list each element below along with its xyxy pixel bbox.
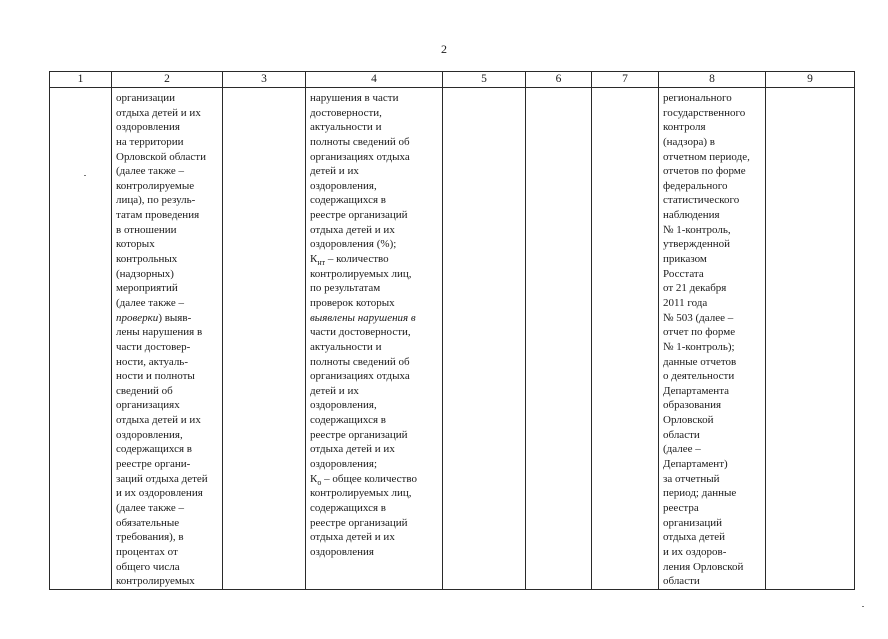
text-line: отдыха детей и их <box>310 531 395 544</box>
text-line: отдыха детей и их <box>116 106 201 119</box>
cell-col-2 <box>112 88 223 590</box>
text-line: мероприятий <box>116 282 178 295</box>
text-line: содержащихся в <box>310 414 386 427</box>
text-line: 2011 года <box>663 296 708 309</box>
column-header-9: 9 <box>766 72 855 88</box>
text-line: области <box>663 575 700 588</box>
text-line: реестра <box>663 501 699 514</box>
text-line: период; данные <box>663 487 737 500</box>
text-line: наблюдения <box>663 209 720 222</box>
text-line: федерального <box>663 179 728 192</box>
text-line: отдыха детей и их <box>310 223 395 236</box>
text-line: отчет по форме <box>663 326 736 339</box>
text-line: данные отчетов <box>663 355 737 368</box>
text-line-italic: выявлены нарушения в <box>310 311 416 324</box>
text-line: актуальности и <box>310 121 382 134</box>
column-header-8: 8 <box>659 72 766 88</box>
text-line: татам проведения <box>116 209 200 222</box>
text-line: оздоровления, <box>116 428 183 441</box>
text-line: по результатам <box>310 282 381 295</box>
column-header-5: 5 <box>443 72 526 88</box>
text-line: отчетов по форме <box>663 165 746 178</box>
column-header-1: 1 <box>50 72 112 88</box>
text-line: области <box>663 428 700 441</box>
page-number: 2 <box>441 42 447 56</box>
text-line: (далее также – <box>116 296 184 309</box>
text-line: (далее также – <box>116 165 184 178</box>
text-line: сведений об <box>116 384 173 397</box>
text-line: детей и их <box>310 384 359 397</box>
text-line: организациях отдыха <box>310 370 410 383</box>
text-line: (надзора) в <box>663 135 715 148</box>
text-line: (далее также – <box>116 501 184 514</box>
text-line: организациях отдыха <box>310 150 410 163</box>
variable-definition: – общее количество <box>321 472 417 485</box>
text-line: № 503 (далее – <box>663 311 734 324</box>
text-line: ности, актуаль- <box>116 355 188 368</box>
text-line: полноты сведений об <box>310 355 410 368</box>
text-line: реестре органи- <box>116 458 191 471</box>
text-line: Департамент) <box>663 458 728 471</box>
text-line: части достоверности, <box>310 326 411 339</box>
indicator-name-text <box>112 88 222 589</box>
text-line: организации <box>116 92 176 104</box>
text-line: № 1-контроль, <box>663 223 731 236</box>
cell-col-6 <box>526 88 592 590</box>
text-line: содержащихся в <box>310 501 386 514</box>
text-line: отдыха детей и их <box>310 443 395 456</box>
text-line: контролируемых <box>116 575 195 588</box>
variable-subscript: нт <box>317 258 326 268</box>
text-line: о деятельности <box>663 370 735 383</box>
cell-col-5 <box>443 88 526 590</box>
column-header-6: 6 <box>526 72 592 88</box>
text-line: требования), в <box>116 531 184 544</box>
header-row <box>50 72 855 88</box>
text-line: утвержденной <box>663 238 731 251</box>
text-line: оздоровления; <box>310 458 378 471</box>
text-line: заций отдыха детей <box>116 472 208 485</box>
text-line: оздоровления <box>310 545 374 558</box>
text-line: контролируемых лиц, <box>310 487 412 500</box>
italic-term: проверки <box>116 311 159 324</box>
column-header-4: 4 <box>306 72 443 88</box>
variable-symbol: К <box>310 472 318 485</box>
text-line: детей и их <box>310 165 359 178</box>
text-line: № 1-контроль); <box>663 340 735 353</box>
table-row <box>50 88 855 590</box>
text-line: обязательные <box>116 516 180 529</box>
column-header-3: 3 <box>223 72 306 88</box>
column-header-7: 7 <box>592 72 659 88</box>
text-line: оздоровления (%); <box>310 238 397 251</box>
text-line: части достовер- <box>116 340 191 353</box>
text-line: государственного <box>663 106 746 119</box>
text-line: достоверности, <box>310 106 382 119</box>
text-line: и их оздоров- <box>663 545 727 558</box>
text-line: отчетном периоде, <box>663 150 750 163</box>
text-line: содержащихся в <box>310 194 386 207</box>
variable-definition: – количество <box>325 253 389 266</box>
text-line: отдыха детей и их <box>116 414 201 427</box>
text-line: проверки) выяв- <box>116 311 192 324</box>
text-line: Орловской <box>663 414 714 427</box>
text-line: оздоровления, <box>310 179 377 192</box>
cell-col-4 <box>306 88 443 590</box>
text-line: которых <box>116 238 155 251</box>
cell-col-7 <box>592 88 659 590</box>
text-line: реестре организаций <box>310 209 408 222</box>
text-line: лены нарушения в <box>116 326 203 339</box>
text-line: (надзорных) <box>116 267 174 280</box>
cell-col-8 <box>659 88 766 590</box>
text-line: и их оздоровления <box>116 487 203 500</box>
indicator-table <box>49 71 855 590</box>
text-line: отдыха детей <box>663 531 726 544</box>
variable-symbol: К <box>310 253 318 266</box>
text-line: от 21 декабря <box>663 282 727 295</box>
data-source-text <box>659 88 765 589</box>
text-line: проверок которых <box>310 296 395 309</box>
text-line: образования <box>663 399 722 412</box>
text-line: статистического <box>663 194 740 207</box>
text-line: ности и полноты <box>116 370 195 383</box>
text-line: реестре организаций <box>310 428 408 441</box>
text-line: контроля <box>663 121 706 134</box>
scan-speck <box>84 175 86 176</box>
text-line: Росстата <box>663 267 704 280</box>
formula-variable-kit <box>310 252 440 267</box>
text-line: лица), по резуль- <box>116 194 196 207</box>
cell-col-1 <box>50 88 112 590</box>
text-line: контрольных <box>116 253 178 266</box>
text-line: приказом <box>663 253 707 266</box>
text-line: процентах от <box>116 545 178 558</box>
text-line: Департамента <box>663 384 730 397</box>
variable-subscript: о <box>317 477 322 487</box>
text-line: Орловской области <box>116 150 206 163</box>
text-line: организациях <box>116 399 180 412</box>
text-line: в отношении <box>116 223 177 236</box>
text-line: организаций <box>663 516 723 529</box>
cell-col-9 <box>766 88 855 590</box>
scan-speck <box>862 606 864 607</box>
column-header-2: 2 <box>112 72 223 88</box>
text-line: (далее – <box>663 443 701 456</box>
text-line: общего числа <box>116 560 180 573</box>
formula-description-text <box>306 88 442 560</box>
text-line: ления Орловской <box>663 560 744 573</box>
text-line: за отчетный <box>663 472 720 485</box>
formula-variable-ko <box>310 472 440 487</box>
text-line: полноты сведений об <box>310 135 410 148</box>
text-line: оздоровления <box>116 121 180 134</box>
text-line: реестре организаций <box>310 516 408 529</box>
text-line: регионального <box>663 92 732 104</box>
cell-col-3 <box>223 88 306 590</box>
text-line: контролируемых лиц, <box>310 267 412 280</box>
text-line: нарушения в части <box>310 92 399 104</box>
text-line: содержащихся в <box>116 443 192 456</box>
text-line: контролируемые <box>116 179 195 192</box>
text-line: оздоровления, <box>310 399 377 412</box>
text-line: на территории <box>116 135 184 148</box>
text-line: актуальности и <box>310 340 382 353</box>
